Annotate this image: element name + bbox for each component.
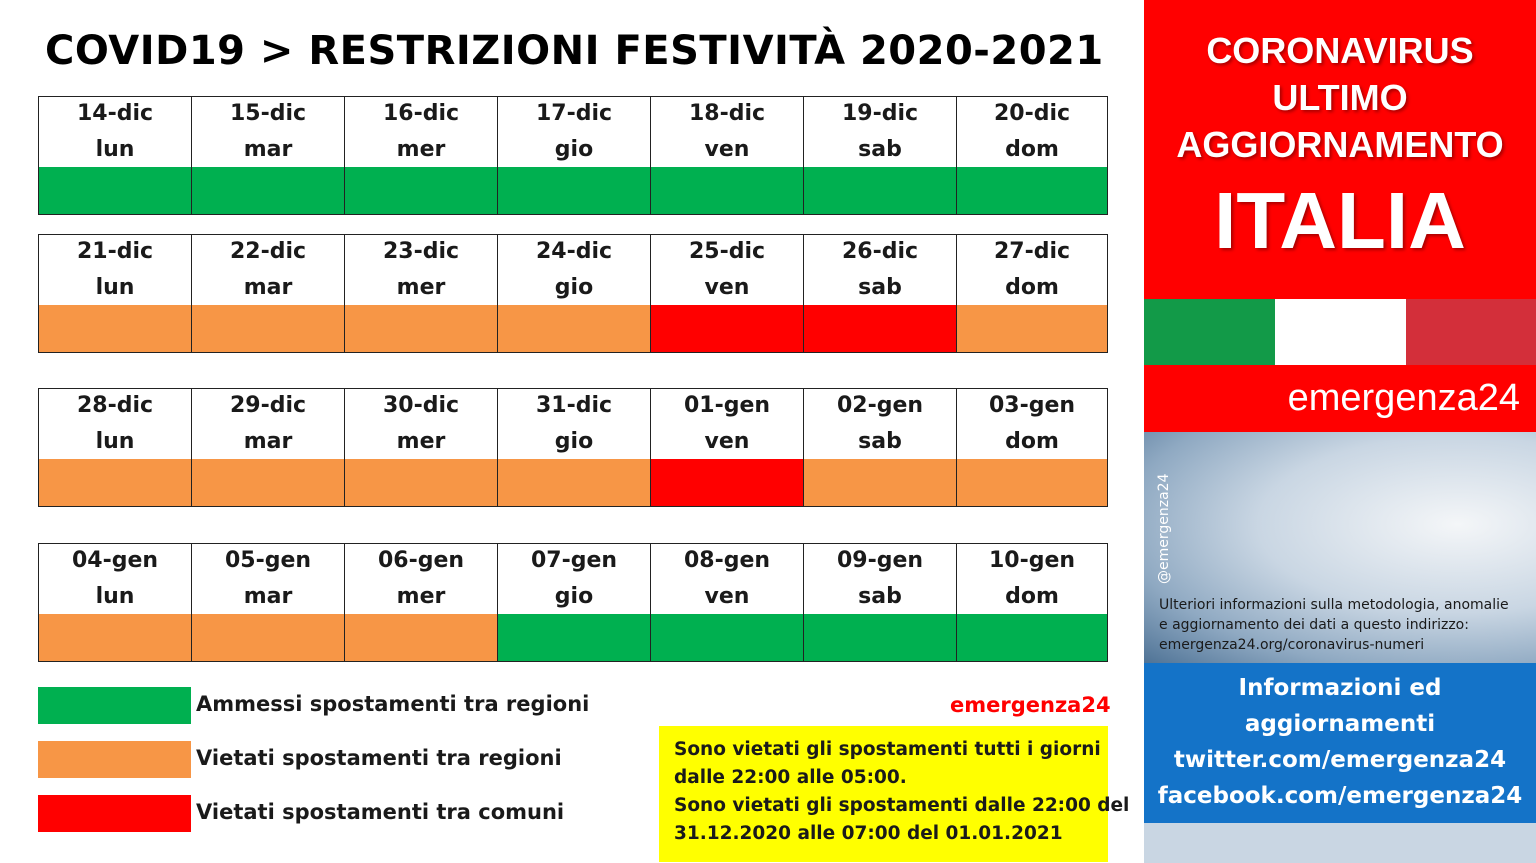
status-bar-orange [498,459,650,506]
day-date: 21-dic [76,239,154,264]
curfew-note [659,726,1130,862]
photo-bottom [1144,823,1536,863]
day-cell [192,235,345,352]
day-date: 25-dic [688,239,766,264]
day-cell [651,235,804,352]
day-cell [192,97,345,214]
day-cell [192,544,345,661]
day-cell [345,235,498,352]
status-bar-green [498,614,650,661]
sidebar [1144,0,1536,863]
page-title: COVID19 > RESTRIZIONI FESTIVITÀ 2020-2021 [45,28,1104,74]
day-date: 02-gen [836,393,924,418]
info-line: Ulteriori informazioni sulla metodologia, anomalie [1159,597,1509,613]
day-date: 18-dic [688,101,766,126]
day-cell [651,97,804,214]
day-date: 04-gen [71,548,159,573]
day-date: 05-gen [224,548,312,573]
day-weekday: ven [704,584,750,609]
day-weekday: mar [243,584,293,609]
social-handle: @emergenza24 [1156,473,1172,584]
day-weekday: sab [858,584,902,609]
status-bar-orange [345,305,497,352]
status-bar-orange [345,614,497,661]
status-bar-green [651,614,803,661]
day-date: 23-dic [382,239,460,264]
legend-label-green: Ammessi spostamenti tra regioni [196,692,590,716]
day-weekday: mer [396,137,446,162]
day-cell [651,389,804,506]
day-weekday: mer [396,275,446,300]
day-date: 29-dic [229,393,307,418]
day-weekday: lun [95,584,135,609]
legend-swatch-green [38,687,191,724]
day-date: 27-dic [993,239,1071,264]
status-bar-orange [39,305,191,352]
day-cell [39,235,192,352]
info-line: e aggiornamento dei dati a questo indirizzo: [1159,617,1469,633]
legend-swatch-red [38,795,191,832]
brand-label: emergenza24 [1287,377,1520,419]
status-bar-orange [345,459,497,506]
day-date: 17-dic [535,101,613,126]
day-date: 20-dic [993,101,1071,126]
flag-stripe-red [1406,299,1536,365]
brand-bar [1144,365,1536,432]
italian-flag [1144,299,1536,365]
day-cell [957,235,1107,352]
status-bar-orange [804,459,956,506]
day-date: 31-dic [535,393,613,418]
day-cell [957,97,1107,214]
week-row [38,96,1108,215]
day-cell [957,544,1107,661]
day-date: 14-dic [76,101,154,126]
day-date: 03-gen [988,393,1076,418]
twitter-link[interactable]: twitter.com/emergenza24 [1173,747,1507,773]
day-date: 07-gen [530,548,618,573]
status-bar-orange [498,305,650,352]
day-cell [498,235,651,352]
day-cell [651,544,804,661]
day-weekday: mer [396,584,446,609]
day-date: 15-dic [229,101,307,126]
brand-label: emergenza24 [950,693,1111,717]
note-line: dalle 22:00 alle 05:00. [674,767,907,788]
day-cell [39,544,192,661]
day-date: 10-gen [988,548,1076,573]
contacts-box [1144,663,1536,823]
day-cell [39,389,192,506]
day-cell [345,97,498,214]
day-date: 22-dic [229,239,307,264]
status-bar-green [804,614,956,661]
day-date: 30-dic [382,393,460,418]
day-cell [345,389,498,506]
day-cell [804,544,957,661]
flag-stripe-white [1275,299,1406,365]
status-bar-orange [192,614,344,661]
status-bar-orange [192,305,344,352]
day-weekday: mar [243,275,293,300]
sidebar-header [1144,0,1536,299]
day-weekday: sab [858,275,902,300]
week-row [38,543,1108,662]
day-cell [804,389,957,506]
status-bar-green [39,167,191,214]
week-row [38,388,1108,507]
day-cell [498,389,651,506]
day-weekday: sab [858,137,902,162]
status-bar-green [957,614,1107,661]
contacts-line: Informazioni ed [1238,675,1442,701]
day-weekday: lun [95,275,135,300]
week-row [38,234,1108,353]
status-bar-orange [39,614,191,661]
day-weekday: mer [396,429,446,454]
contacts-line: aggiornamenti [1244,711,1436,737]
day-weekday: gio [554,137,594,162]
day-date: 19-dic [841,101,919,126]
status-bar-orange [957,459,1107,506]
status-bar-red [651,305,803,352]
day-weekday: dom [1005,584,1059,609]
status-bar-red [651,459,803,506]
legend-label-orange: Vietati spostamenti tra regioni [196,746,562,770]
day-weekday: dom [1005,275,1059,300]
day-cell [804,235,957,352]
day-weekday: ven [704,429,750,454]
status-bar-green [192,167,344,214]
day-cell [39,97,192,214]
country-label: ITALIA [1214,176,1466,265]
header-line: AGGIORNAMENTO [1176,124,1504,165]
day-date: 26-dic [841,239,919,264]
day-cell [498,544,651,661]
day-weekday: dom [1005,429,1059,454]
day-weekday: ven [704,275,750,300]
day-date: 28-dic [76,393,154,418]
status-bar-green [651,167,803,214]
note-line: 31.12.2020 alle 07:00 del 01.01.2021 [674,823,1063,844]
status-bar-green [957,167,1107,214]
day-weekday: gio [554,275,594,300]
status-bar-orange [39,459,191,506]
day-cell [804,97,957,214]
status-bar-orange [192,459,344,506]
day-weekday: dom [1005,137,1059,162]
day-date: 08-gen [683,548,771,573]
flag-stripe-green [1144,299,1275,365]
day-cell [192,389,345,506]
note-line: Sono vietati gli spostamenti dalle 22:00 del [674,795,1130,816]
day-weekday: ven [704,137,750,162]
day-weekday: lun [95,429,135,454]
day-weekday: mar [243,429,293,454]
info-link[interactable]: emergenza24.org/coronavirus-numeri [1159,637,1425,653]
day-cell [345,544,498,661]
status-bar-green [498,167,650,214]
status-bar-orange [957,305,1107,352]
note-line: Sono vietati gli spostamenti tutti i giorni [674,739,1101,760]
day-weekday: mar [243,137,293,162]
header-line: ULTIMO [1272,77,1408,118]
legend-swatch-orange [38,741,191,778]
day-date: 06-gen [377,548,465,573]
legend-label-red: Vietati spostamenti tra comuni [196,800,565,824]
day-date: 09-gen [836,548,924,573]
methodology-info [1159,595,1529,655]
day-weekday: sab [858,429,902,454]
header-line: CORONAVIRUS [1206,30,1474,71]
day-cell [498,97,651,214]
status-bar-green [345,167,497,214]
day-date: 24-dic [535,239,613,264]
day-date: 01-gen [683,393,771,418]
day-date: 16-dic [382,101,460,126]
status-bar-green [804,167,956,214]
day-weekday: lun [95,137,135,162]
day-cell [957,389,1107,506]
status-bar-red [804,305,956,352]
day-weekday: gio [554,429,594,454]
day-weekday: gio [554,584,594,609]
facebook-link[interactable]: facebook.com/emergenza24 [1157,783,1523,809]
